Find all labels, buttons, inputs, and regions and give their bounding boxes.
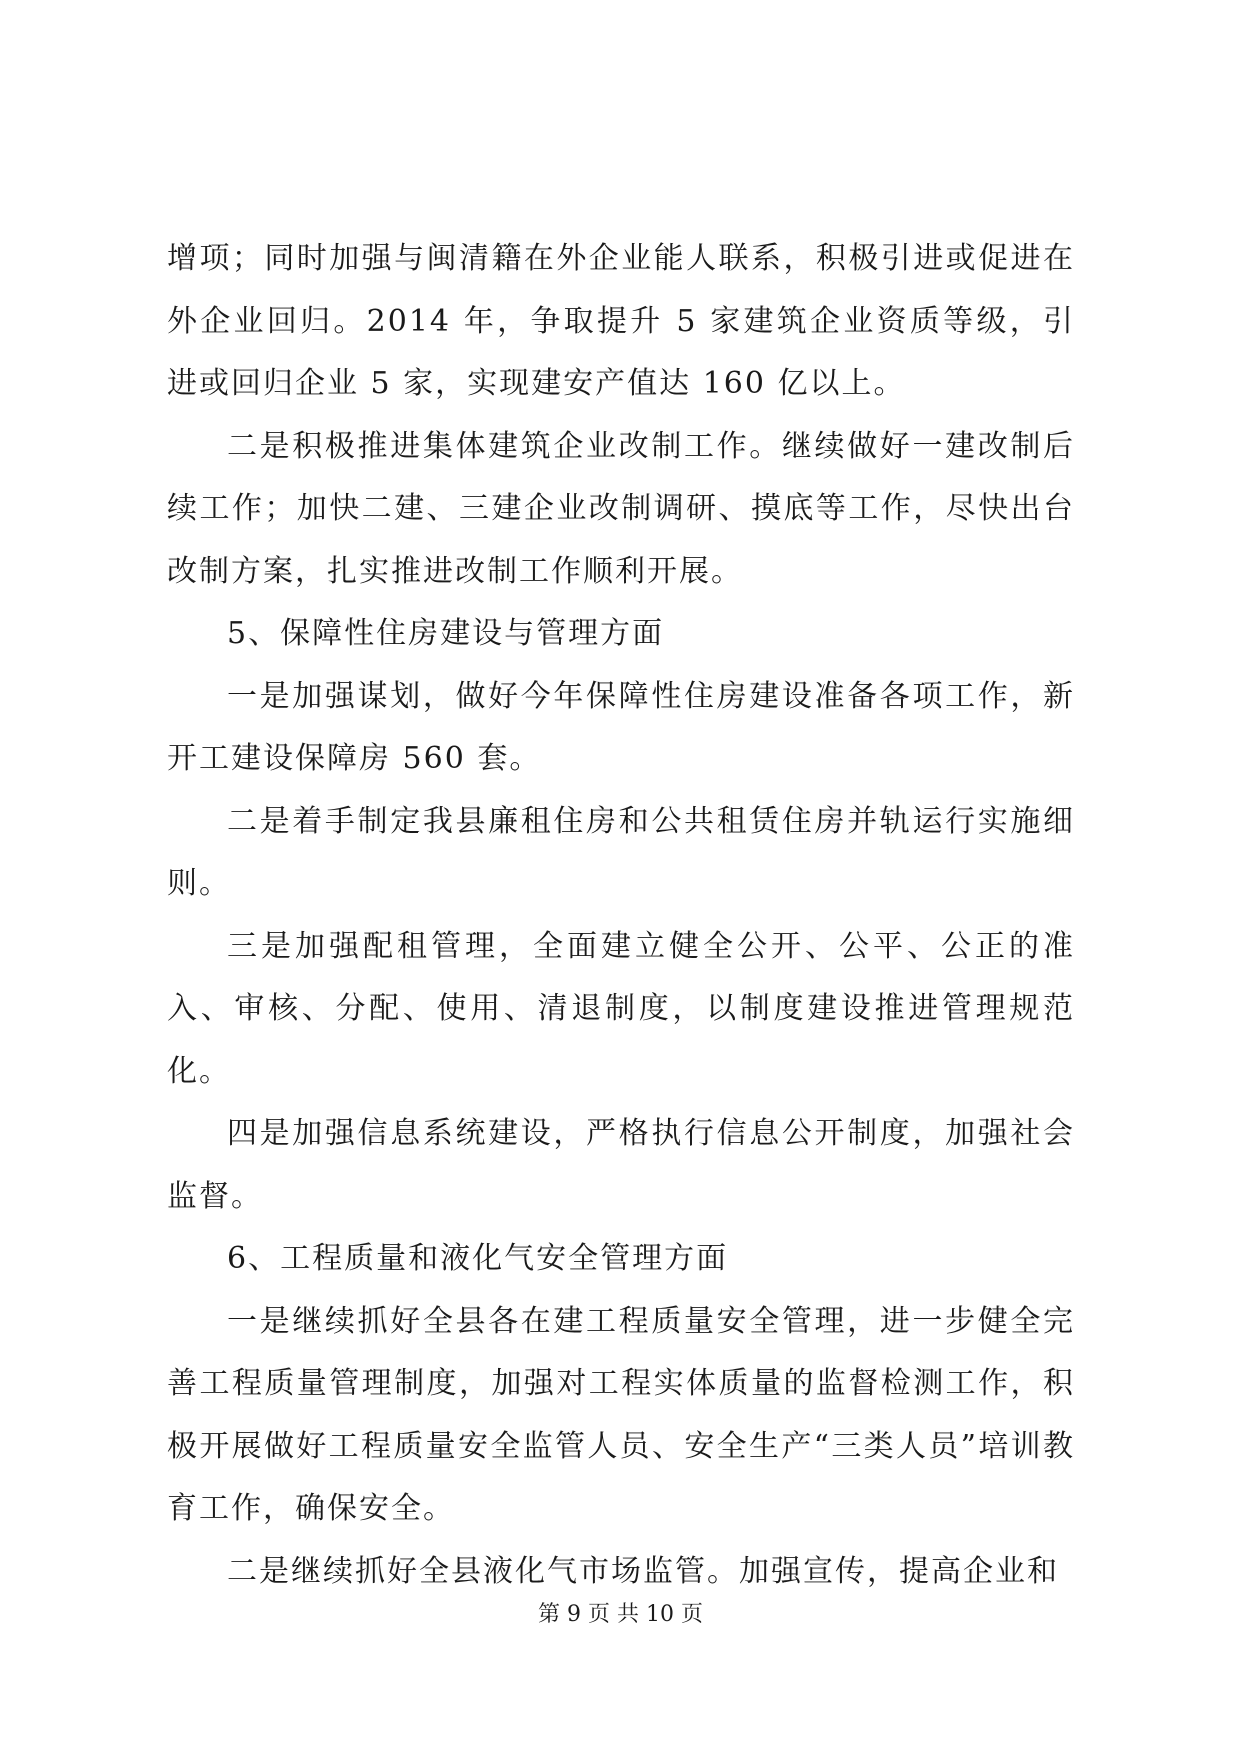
paragraph: 三是加强配租管理，全面建立健全公开、公平、公正的准入、审核、分配、使用、清退制度，以制度建设推进管理规范化。 xyxy=(167,928,1075,1089)
paragraph: 二是继续抓好全县液化气市场监管。加强宣传，提高企业和 xyxy=(227,1553,1059,1589)
page-footer: 第 9 页 共 10 页 xyxy=(538,1602,703,1627)
paragraph: 一是加强谋划，做好今年保障性住房建设准备各项工作，新开工建设保障房 560 套。 xyxy=(167,678,1075,776)
paragraph: 四是加强信息系统建设，严格执行信息公开制度，加强社会监督。 xyxy=(167,1116,1075,1214)
paragraph: 二是积极推进集体建筑企业改制工作。继续做好一建改制后续工作；加快二建、三建企业改制调研、摸底等工作，尽快出台改制方案，扎实推进改制工作顺利开展。 xyxy=(167,428,1075,589)
paragraph: 二是着手制定我县廉租住房和公共租赁住房并轨运行实施细则。 xyxy=(167,803,1075,901)
paragraph-continuation: 增项；同时加强与闽清籍在外企业能人联系，积极引进或促进在外企业回归。2014 年，争取提升 5 家建筑企业资质等级，引进或回归企业 5 家，实现建安产值达 160 亿以上。 xyxy=(167,241,1075,401)
section-heading: 5、保障性住房建设与管理方面 xyxy=(227,616,665,651)
section-heading: 6、工程质量和液化气安全管理方面 xyxy=(227,1241,729,1276)
paragraph: 一是继续抓好全县各在建工程质量安全管理，进一步健全完善工程质量管理制度，加强对工程实体质量的监督检测工作，积极开展做好工程质量安全监管人员、安全生产“三类人员”培训教育工作，确保安全。 xyxy=(167,1303,1075,1526)
body-text xyxy=(167,228,1075,1603)
